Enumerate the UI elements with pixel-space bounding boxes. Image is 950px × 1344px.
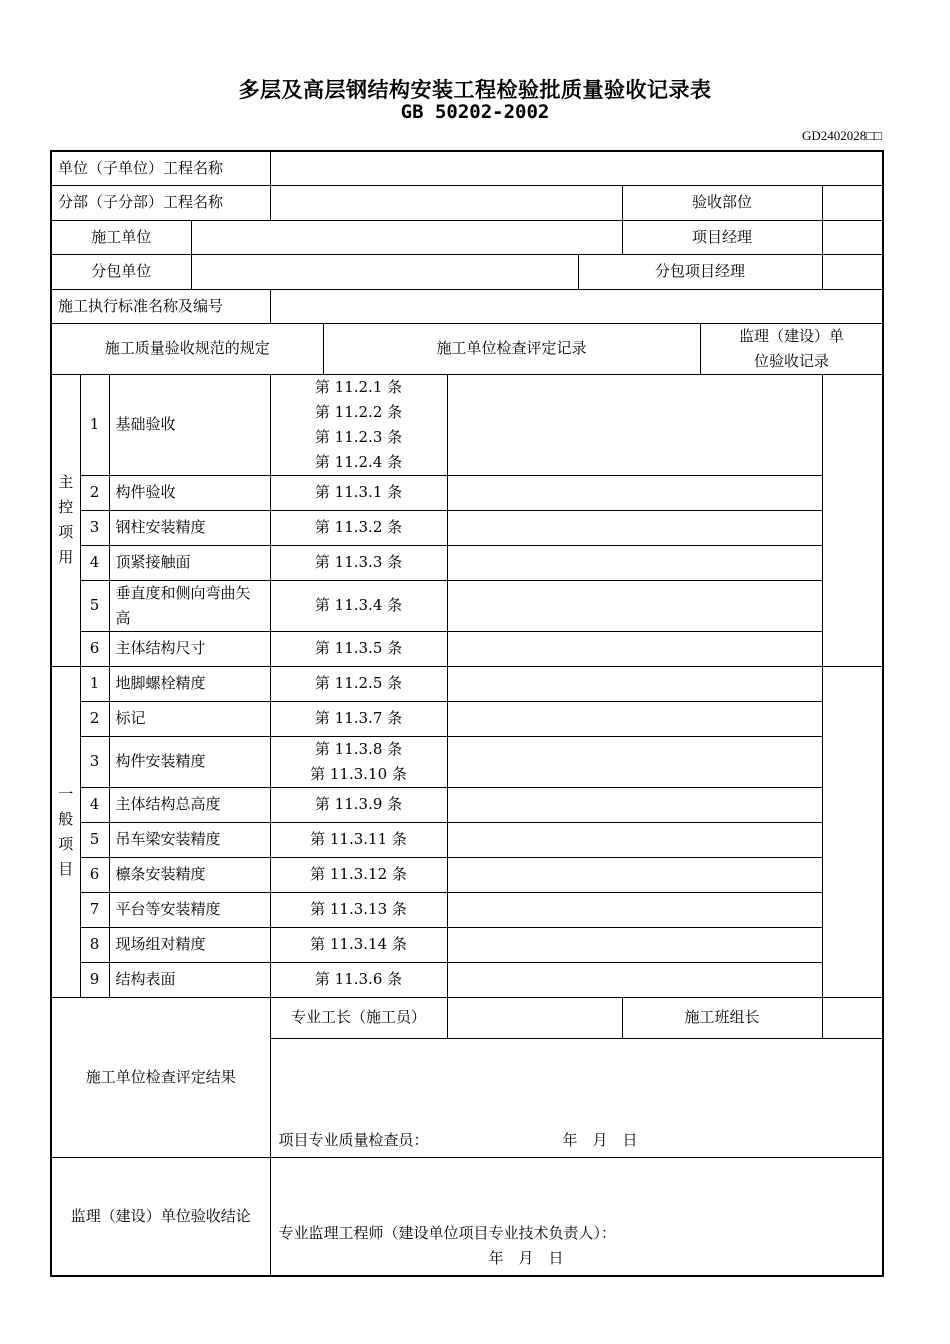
table-row [51, 580, 883, 631]
main-items-label-char: 主 [58, 473, 74, 491]
project-manager-label: 项目经理 [622, 220, 822, 254]
general-supervision-record-cell[interactable] [822, 666, 883, 997]
quality-inspector-label: 项目专业质量检查员： [278, 1130, 429, 1149]
spec-header: 施工质量验收规范的规定 [51, 323, 323, 374]
item-clause: 第 11.3.6 条 [270, 962, 447, 997]
main-supervision-record-cell[interactable] [822, 374, 883, 666]
item-number: 6 [80, 857, 109, 892]
clause-line: 第 11.2.4 条 [314, 452, 403, 471]
division-project-name-label: 分部（子分部）工程名称 [51, 185, 270, 220]
main-items-label-char: 控 [58, 498, 74, 516]
item-number: 4 [80, 787, 109, 822]
clause-line: 第 11.3.8 条 [314, 739, 403, 758]
item-name: 结构表面 [109, 962, 270, 997]
supervision-record-header [700, 323, 883, 374]
construction-result-signature[interactable] [270, 1038, 883, 1157]
item-clause: 第 11.3.9 条 [270, 787, 447, 822]
construction-unit-value[interactable] [191, 220, 622, 254]
item-name: 垂直度和侧向弯曲矢高 [109, 580, 270, 631]
item-number: 2 [80, 701, 109, 736]
table-row [51, 701, 883, 736]
item-name: 主体结构总高度 [109, 787, 270, 822]
table-row [51, 374, 883, 475]
general-items-label-char: 一 [58, 784, 74, 803]
table-row [51, 927, 883, 962]
item-clause: 第 11.3.13 条 [270, 892, 447, 927]
table-row [51, 475, 883, 510]
subcontract-unit-label: 分包单位 [51, 254, 191, 289]
item-name: 构件安装精度 [109, 736, 270, 787]
supervision-date: 年 月 日 [488, 1249, 564, 1267]
supervision-conclusion-label: 监理（建设）单位验收结论 [51, 1157, 270, 1276]
item-clause: 第 11.2.5 条 [270, 666, 447, 701]
check-record-cell[interactable] [447, 374, 822, 475]
check-record-cell[interactable] [447, 666, 822, 701]
item-clause: 第 11.3.3 条 [270, 545, 447, 580]
table-row [51, 962, 883, 997]
general-items-label [51, 666, 80, 997]
subcontract-manager-value[interactable] [822, 254, 883, 289]
table-row [51, 631, 883, 666]
acceptance-part-value[interactable] [822, 185, 883, 220]
item-name: 主体结构尺寸 [109, 631, 270, 666]
item-clause: 第 11.3.2 条 [270, 510, 447, 545]
table-row [51, 787, 883, 822]
check-record-header: 施工单位检查评定记录 [323, 323, 700, 374]
table-row [51, 822, 883, 857]
check-record-cell[interactable] [447, 857, 822, 892]
acceptance-part-label: 验收部位 [622, 185, 822, 220]
check-record-cell[interactable] [447, 927, 822, 962]
construction-unit-label: 施工单位 [51, 220, 191, 254]
supervision-record-header-line-2: 位验收记录 [754, 351, 830, 370]
supervision-conclusion-signature[interactable] [270, 1157, 883, 1276]
project-manager-value[interactable] [822, 220, 883, 254]
check-record-cell[interactable] [447, 822, 822, 857]
team-leader-label: 施工班组长 [622, 997, 822, 1038]
item-name: 现场组对精度 [109, 927, 270, 962]
item-number: 6 [80, 631, 109, 666]
table-row [51, 510, 883, 545]
item-number: 2 [80, 475, 109, 510]
item-name: 地脚螺栓精度 [109, 666, 270, 701]
item-name: 基础验收 [109, 374, 270, 475]
table-row [51, 545, 883, 580]
item-number: 9 [80, 962, 109, 997]
check-record-cell[interactable] [447, 545, 822, 580]
main-items-label [51, 374, 80, 666]
item-clause: 第 11.3.14 条 [270, 927, 447, 962]
subcontract-manager-label: 分包项目经理 [578, 254, 822, 289]
foreman-label: 专业工长（施工员） [270, 997, 447, 1038]
form-code: GD2402028□□ [802, 128, 882, 143]
general-items-label-char: 目 [58, 859, 74, 878]
item-number: 5 [80, 822, 109, 857]
check-record-cell[interactable] [447, 475, 822, 510]
item-clause: 第 11.3.12 条 [270, 857, 447, 892]
foreman-value[interactable] [447, 997, 622, 1038]
construction-result-label: 施工单位检查评定结果 [51, 997, 270, 1157]
item-name: 檩条安装精度 [109, 857, 270, 892]
item-name: 顶紧接触面 [109, 545, 270, 580]
item-number: 1 [80, 666, 109, 701]
item-clause: 第 11.3.1 条 [270, 475, 447, 510]
item-clause: 第 11.3.4 条 [270, 580, 447, 631]
item-name: 构件验收 [109, 475, 270, 510]
construction-date: 年 月 日 [562, 1130, 638, 1149]
check-record-cell[interactable] [447, 787, 822, 822]
item-clause [270, 374, 447, 475]
clause-line: 第 11.3.10 条 [310, 764, 407, 783]
unit-project-name-value[interactable] [270, 151, 883, 185]
division-project-name-value[interactable] [270, 185, 622, 220]
item-name: 标记 [109, 701, 270, 736]
item-number: 3 [80, 510, 109, 545]
general-items-label-char: 般 [58, 809, 74, 828]
item-name: 平台等安装精度 [109, 892, 270, 927]
check-record-cell[interactable] [447, 580, 822, 631]
item-clause: 第 11.3.7 条 [270, 701, 447, 736]
page-title: 多层及高层钢结构安装工程检验批质量验收记录表 [238, 78, 712, 102]
check-record-cell[interactable] [447, 892, 822, 927]
subcontract-unit-value[interactable] [191, 254, 578, 289]
standard-name-label: 施工执行标准名称及编号 [51, 289, 270, 323]
inspection-record-table [50, 150, 884, 1277]
supervision-record-header-line-1: 监理（建设）单 [739, 326, 845, 345]
item-number: 8 [80, 927, 109, 962]
unit-project-name-label: 单位（子单位）工程名称 [51, 151, 270, 185]
table-row [51, 736, 883, 787]
general-items-label-char: 项 [58, 834, 74, 853]
clause-line: 第 11.2.1 条 [314, 377, 403, 396]
table-row [51, 892, 883, 927]
check-record-cell[interactable] [447, 701, 822, 736]
item-name: 吊车梁安装精度 [109, 822, 270, 857]
item-name: 钢柱安装精度 [109, 510, 270, 545]
item-number: 3 [80, 736, 109, 787]
clause-line: 第 11.2.2 条 [314, 402, 403, 421]
check-record-cell[interactable] [447, 962, 822, 997]
item-number: 1 [80, 374, 109, 475]
standard-code: GB 50202-2002 [400, 101, 550, 123]
item-clause [270, 736, 447, 787]
item-number: 4 [80, 545, 109, 580]
check-record-cell[interactable] [447, 631, 822, 666]
item-clause: 第 11.3.5 条 [270, 631, 447, 666]
team-leader-value[interactable] [822, 997, 883, 1038]
check-record-cell[interactable] [447, 736, 822, 787]
item-number: 5 [80, 580, 109, 631]
item-number: 7 [80, 892, 109, 927]
table-row [51, 857, 883, 892]
item-clause: 第 11.3.11 条 [270, 822, 447, 857]
main-items-label-char: 用 [58, 548, 74, 566]
supervision-engineer-label: 专业监理工程师（建设单位项目专业技术负责人）： [278, 1224, 617, 1242]
check-record-cell[interactable] [447, 510, 822, 545]
table-row [51, 666, 883, 701]
standard-name-value[interactable] [270, 289, 883, 323]
main-items-label-char: 项 [58, 523, 74, 541]
clause-line: 第 11.2.3 条 [314, 427, 403, 446]
